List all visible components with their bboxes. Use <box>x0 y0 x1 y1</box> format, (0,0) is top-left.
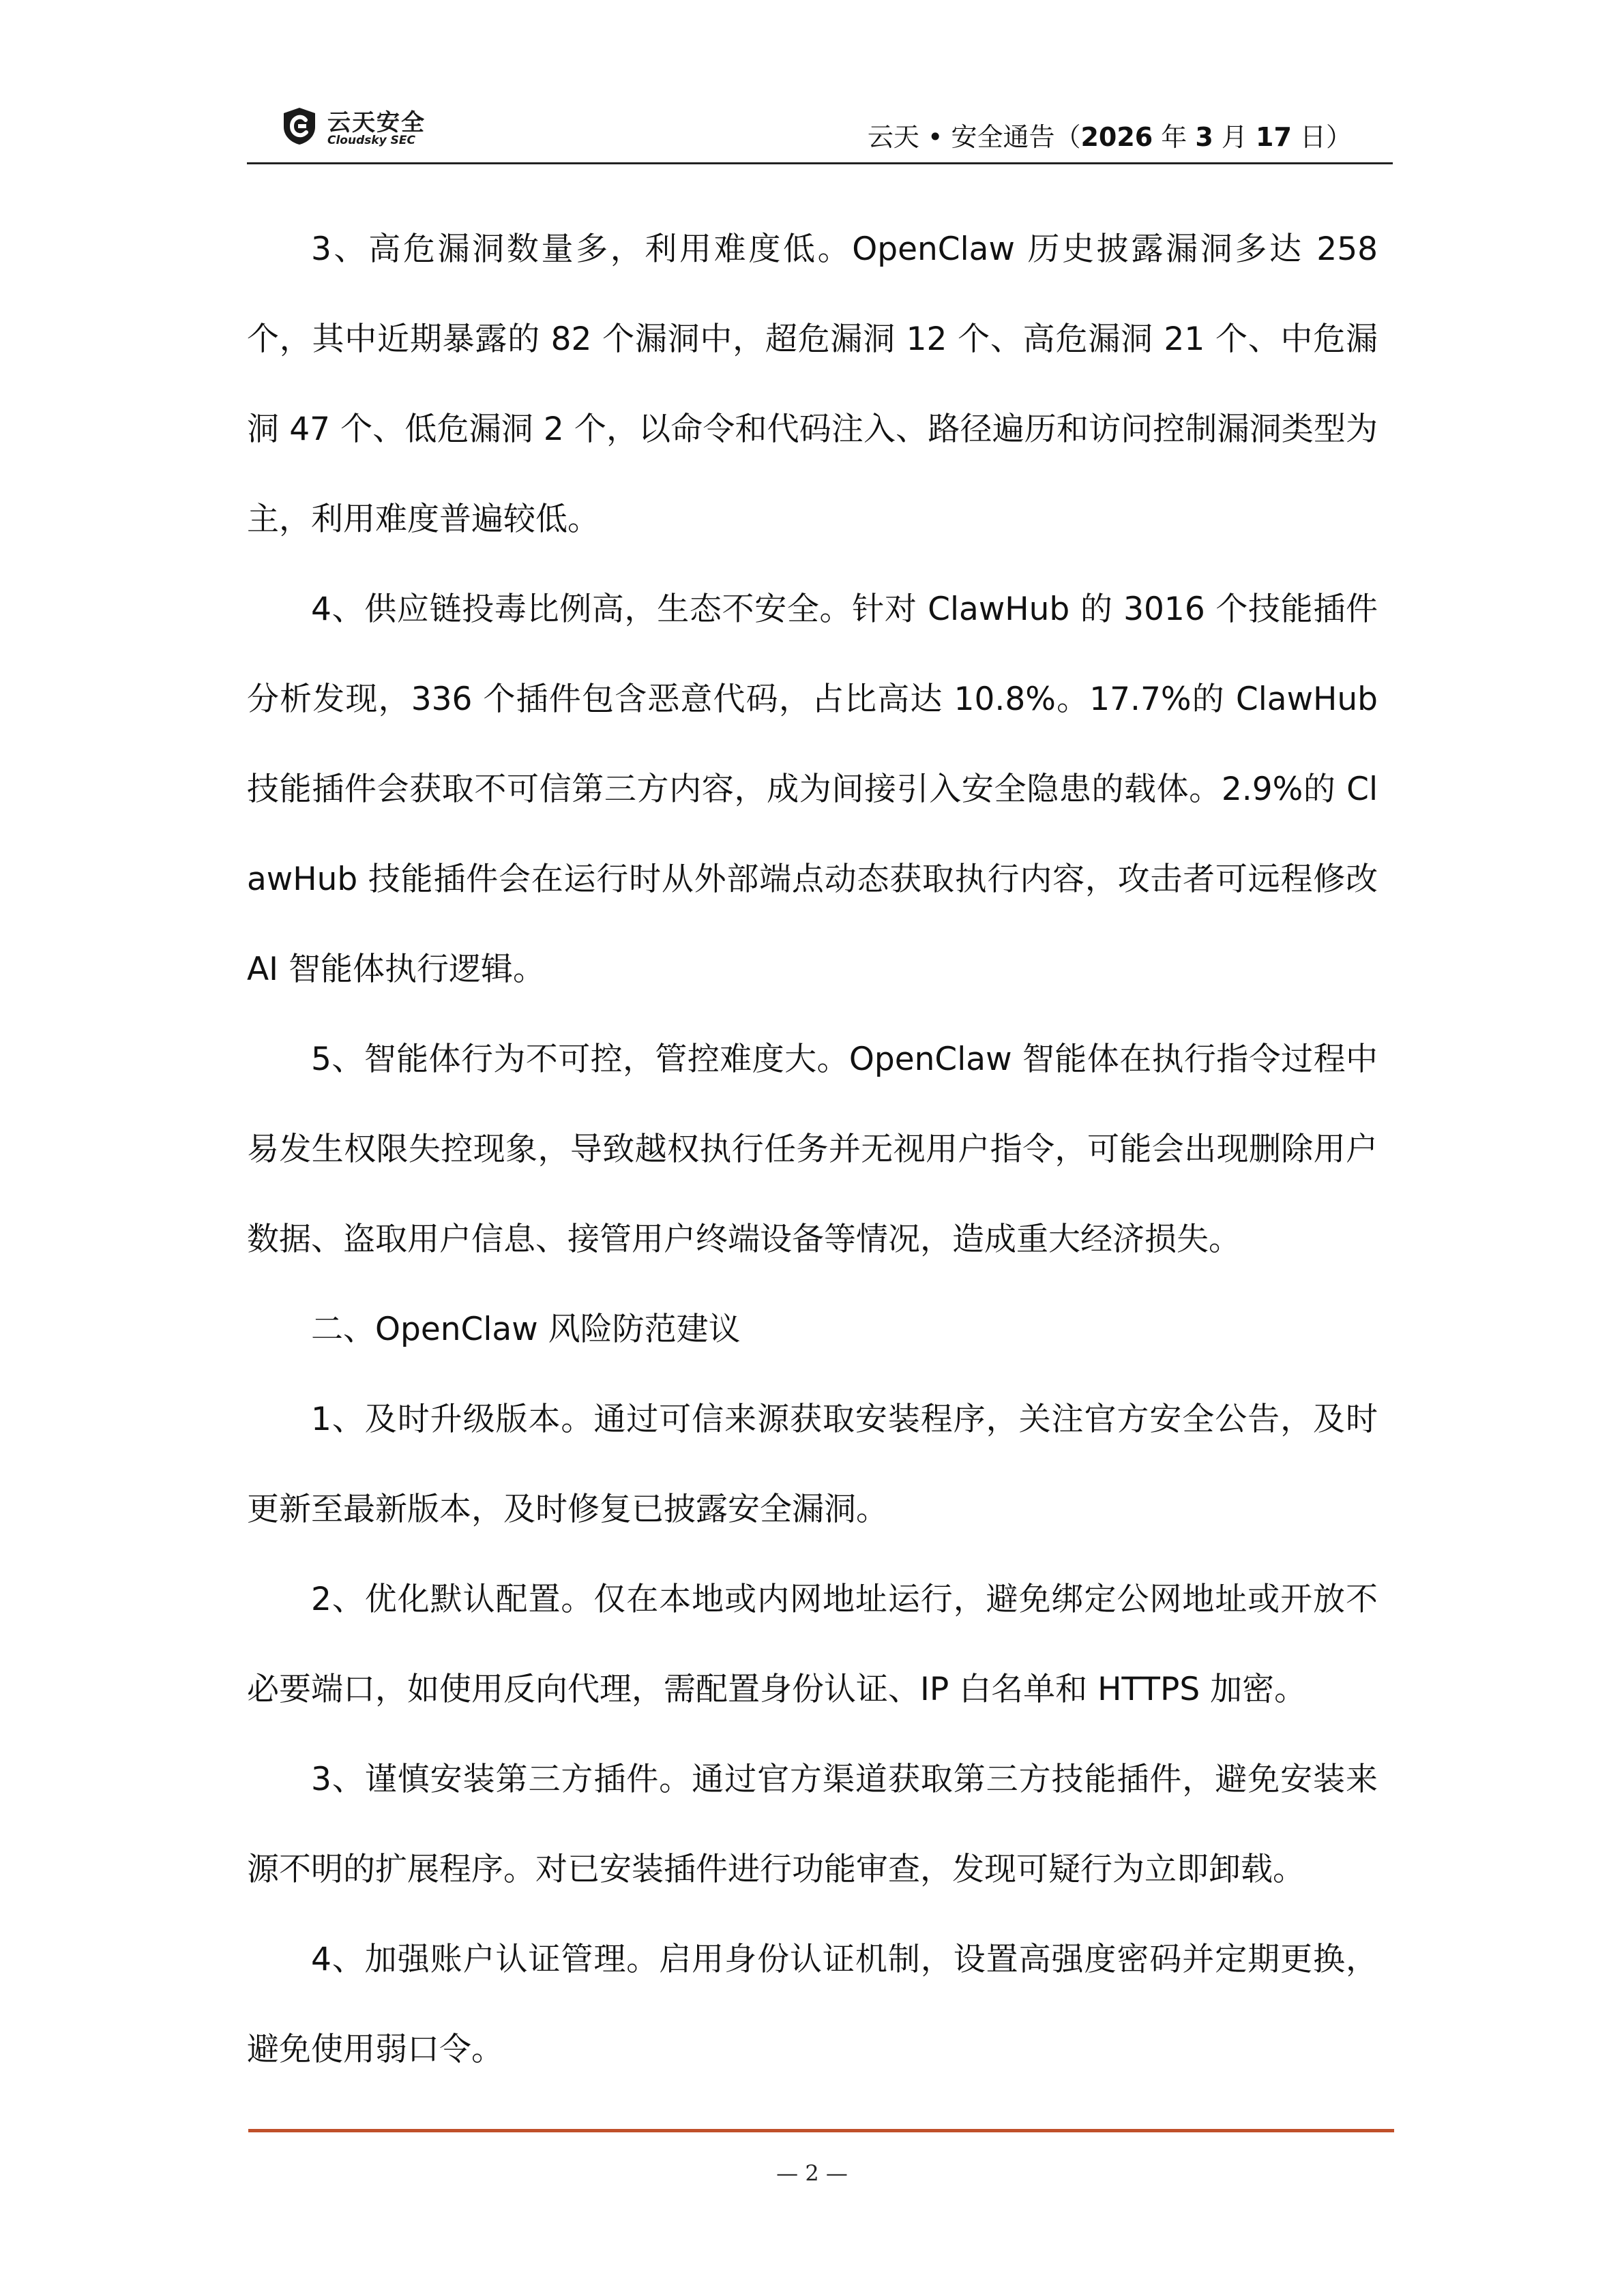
bulletin-day: 17 <box>1256 122 1292 152</box>
day-unit: 日） <box>1291 122 1352 152</box>
paragraph-advice-2: 2、优化默认配置。仅在本地或内网地址运行，避免绑定公网地址或开放不必要端口，如使用反向代理，需配置身份认证、IP 白名单和 HTTPS 加密。 <box>247 1581 1378 1708</box>
logo-chinese-name: 云天安全 <box>327 109 426 136</box>
company-logo <box>280 101 457 155</box>
bulletin-prefix: 云天 • 安全通告（ <box>867 122 1081 152</box>
year-unit: 年 <box>1153 122 1196 152</box>
section-heading-2: 二、OpenClaw 风险防范建议 <box>311 1311 741 1348</box>
paragraph-advice-1: 1、及时升级版本。通过可信来源获取安装程序，关注官方安全公告，及时更新至最新版本，及时修复已披露安全漏洞。 <box>247 1401 1378 1528</box>
paragraph-advice-4: 4、加强账户认证管理。启用身份认证机制，设置高强度密码并定期更换，避免使用弱口令。 <box>247 1941 1378 2068</box>
paragraph-advice-3: 3、谨慎安装第三方插件。通过官方渠道获取第三方技能插件，避免安装来源不明的扩展程序。对已安装插件进行功能审查，发现可疑行为立即卸载。 <box>247 1761 1378 1888</box>
footer-divider <box>248 2129 1394 2132</box>
page-number: — 2 — <box>776 2160 848 2186</box>
paragraph-risk-4: 4、供应链投毒比例高，生态不安全。针对 ClawHub 的 3016 个技能插件分析发现，336 个插件包含恶意代码，占比高达 10.8%。17.7%的 ClawHub 技能插件会获取不可信第三方内容，成为间接引入安全隐患的载体。2.9%的 ClawHub 技能插件会在运行时从外部端点动态获取执行内容，攻击者可远程修改 AI 智能体执行逻辑。 <box>247 591 1378 988</box>
logo-english-name: Cloudsky SEC <box>327 134 416 147</box>
paragraph-risk-3: 3、高危漏洞数量多，利用难度低。OpenClaw 历史披露漏洞多达 258 个，其中近期暴露的 82 个漏洞中，超危漏洞 12 个、高危漏洞 21 个、中危漏洞 47 个、低危漏洞 2 个，以命令和代码注入、路径遍历和访问控制漏洞类型为主，利用难度普遍较低。 <box>247 230 1378 538</box>
paragraph-risk-5: 5、智能体行为不可控，管控难度大。OpenClaw 智能体在执行指令过程中易发生权限失控现象，导致越权执行任务并无视用户指令，可能会出现删除用户数据、盗取用户信息、接管用户终端设备等情况，造成重大经济损失。 <box>247 1041 1378 1258</box>
header-divider <box>247 162 1393 164</box>
bulletin-month: 3 <box>1195 122 1213 152</box>
bulletin-year: 2026 <box>1080 122 1153 152</box>
document-body <box>247 205 1378 2095</box>
cloudsky-shield-icon <box>280 106 319 146</box>
page-header <box>247 95 1393 164</box>
bulletin-title <box>868 116 1352 153</box>
month-unit: 月 <box>1213 122 1256 152</box>
